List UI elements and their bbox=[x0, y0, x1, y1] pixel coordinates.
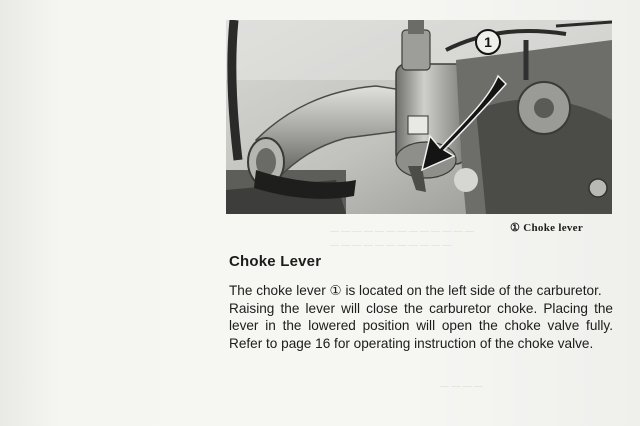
section-title: Choke Lever bbox=[229, 253, 322, 270]
caption-marker: ① bbox=[510, 222, 521, 234]
callout-number: 1 bbox=[484, 34, 492, 50]
caption-label: Choke lever bbox=[523, 222, 584, 234]
paragraph-location: The choke lever ① is located on the left side of the carburetor. bbox=[229, 283, 602, 298]
paragraph-operation: Raising the lever will close the carburetor choke. Placing the lever in the lowered position will open the choke valve fully. Refer to page 16 for operating instruction of the choke valve. bbox=[229, 300, 613, 351]
figure-caption bbox=[510, 221, 620, 234]
bleed-through-text: — — — — bbox=[440, 381, 483, 391]
bleed-through-text: — — — — — — — — — — — — — bbox=[330, 226, 474, 236]
bleed-through-text: — — — — — — — — — — — bbox=[330, 240, 452, 250]
carburetor-photo bbox=[226, 20, 612, 214]
section-body bbox=[229, 282, 613, 352]
